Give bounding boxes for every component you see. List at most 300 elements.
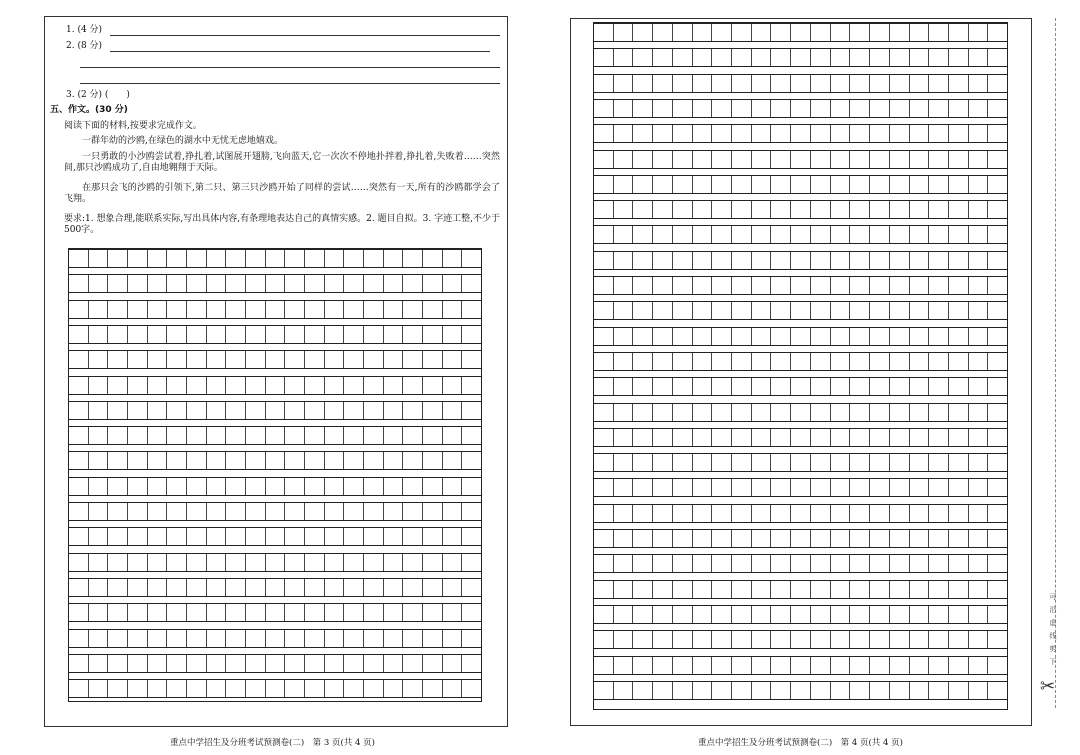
- grid-cell[interactable]: [949, 226, 969, 243]
- grid-cell[interactable]: [108, 554, 128, 571]
- grid-cell[interactable]: [89, 326, 109, 343]
- grid-cell[interactable]: [969, 201, 989, 218]
- grid-cell[interactable]: [732, 505, 752, 522]
- grid-cell[interactable]: [462, 503, 481, 520]
- grid-cell[interactable]: [791, 100, 811, 117]
- grid-cell[interactable]: [870, 100, 890, 117]
- grid-cell[interactable]: [633, 201, 653, 218]
- grid-cell[interactable]: [226, 301, 246, 318]
- grid-cell[interactable]: [732, 606, 752, 623]
- essay-grid-right[interactable]: [593, 22, 1008, 710]
- grid-cell[interactable]: [384, 630, 404, 647]
- grid-cell[interactable]: [614, 404, 634, 421]
- grid-cell[interactable]: [929, 100, 949, 117]
- grid-cell[interactable]: [108, 655, 128, 672]
- grid-cell[interactable]: [831, 100, 851, 117]
- grid-cell[interactable]: [969, 530, 989, 547]
- grid-cell[interactable]: [752, 49, 772, 66]
- grid-cell[interactable]: [653, 226, 673, 243]
- grid-cell[interactable]: [423, 402, 443, 419]
- grid-cell[interactable]: [811, 429, 831, 446]
- grid-cell[interactable]: [403, 351, 423, 368]
- grid-cell[interactable]: [364, 579, 384, 596]
- grid-cell[interactable]: [929, 49, 949, 66]
- grid-cell[interactable]: [811, 125, 831, 142]
- grid-cell[interactable]: [246, 377, 266, 394]
- grid-row[interactable]: [69, 426, 481, 445]
- grid-cell[interactable]: [594, 631, 614, 648]
- grid-cell[interactable]: [443, 351, 463, 368]
- grid-cell[interactable]: [870, 530, 890, 547]
- grid-cell[interactable]: [969, 429, 989, 446]
- grid-cell[interactable]: [771, 24, 791, 41]
- grid-cell[interactable]: [633, 328, 653, 345]
- grid-cell[interactable]: [910, 226, 930, 243]
- grid-cell[interactable]: [614, 429, 634, 446]
- grid-cell[interactable]: [890, 328, 910, 345]
- grid-cell[interactable]: [167, 427, 187, 444]
- grid-cell[interactable]: [811, 277, 831, 294]
- grid-cell[interactable]: [167, 630, 187, 647]
- grid-cell[interactable]: [673, 75, 693, 92]
- grid-cell[interactable]: [364, 478, 384, 495]
- grid-cell[interactable]: [594, 176, 614, 193]
- grid-cell[interactable]: [771, 277, 791, 294]
- grid-cell[interactable]: [305, 377, 325, 394]
- grid-cell[interactable]: [69, 351, 89, 368]
- grid-cell[interactable]: [266, 402, 286, 419]
- grid-cell[interactable]: [344, 554, 364, 571]
- grid-cell[interactable]: [831, 201, 851, 218]
- grid-cell[interactable]: [443, 579, 463, 596]
- grid-cell[interactable]: [870, 277, 890, 294]
- grid-cell[interactable]: [246, 655, 266, 672]
- grid-cell[interactable]: [969, 555, 989, 572]
- grid-cell[interactable]: [633, 277, 653, 294]
- grid-cell[interactable]: [693, 277, 713, 294]
- grid-cell[interactable]: [443, 452, 463, 469]
- grid-cell[interactable]: [462, 604, 481, 621]
- grid-row[interactable]: [594, 554, 1007, 573]
- grid-cell[interactable]: [148, 478, 168, 495]
- grid-cell[interactable]: [732, 631, 752, 648]
- grid-cell[interactable]: [226, 655, 246, 672]
- grid-cell[interactable]: [594, 353, 614, 370]
- grid-cell[interactable]: [929, 631, 949, 648]
- grid-cell[interactable]: [403, 554, 423, 571]
- grid-cell[interactable]: [910, 479, 930, 496]
- grid-cell[interactable]: [305, 301, 325, 318]
- grid-cell[interactable]: [167, 402, 187, 419]
- grid-cell[interactable]: [384, 351, 404, 368]
- grid-cell[interactable]: [594, 24, 614, 41]
- grid-cell[interactable]: [673, 49, 693, 66]
- grid-cell[interactable]: [850, 49, 870, 66]
- grid-cell[interactable]: [791, 631, 811, 648]
- grid-cell[interactable]: [949, 682, 969, 699]
- grid-cell[interactable]: [285, 604, 305, 621]
- grid-cell[interactable]: [870, 581, 890, 598]
- grid-cell[interactable]: [423, 554, 443, 571]
- grid-cell[interactable]: [949, 176, 969, 193]
- grid-cell[interactable]: [653, 151, 673, 168]
- grid-cell[interactable]: [811, 252, 831, 269]
- grid-cell[interactable]: [344, 351, 364, 368]
- grid-cell[interactable]: [752, 606, 772, 623]
- grid-cell[interactable]: [831, 555, 851, 572]
- grid-cell[interactable]: [771, 49, 791, 66]
- grid-row[interactable]: [594, 175, 1007, 194]
- grid-cell[interactable]: [870, 201, 890, 218]
- grid-cell[interactable]: [285, 351, 305, 368]
- grid-cell[interactable]: [167, 503, 187, 520]
- grid-cell[interactable]: [752, 657, 772, 674]
- grid-cell[interactable]: [752, 252, 772, 269]
- grid-cell[interactable]: [969, 682, 989, 699]
- grid-cell[interactable]: [364, 655, 384, 672]
- answer-line-q2-1[interactable]: [110, 51, 490, 52]
- grid-cell[interactable]: [633, 631, 653, 648]
- grid-cell[interactable]: [910, 530, 930, 547]
- grid-cell[interactable]: [167, 452, 187, 469]
- grid-cell[interactable]: [988, 151, 1007, 168]
- grid-cell[interactable]: [890, 75, 910, 92]
- grid-cell[interactable]: [167, 554, 187, 571]
- grid-cell[interactable]: [988, 682, 1007, 699]
- grid-cell[interactable]: [831, 581, 851, 598]
- grid-cell[interactable]: [988, 429, 1007, 446]
- grid-cell[interactable]: [89, 427, 109, 444]
- grid-cell[interactable]: [811, 24, 831, 41]
- grid-cell[interactable]: [771, 378, 791, 395]
- grid-cell[interactable]: [325, 478, 345, 495]
- grid-row[interactable]: [69, 274, 481, 293]
- grid-cell[interactable]: [850, 581, 870, 598]
- grid-cell[interactable]: [246, 301, 266, 318]
- grid-cell[interactable]: [305, 579, 325, 596]
- grid-cell[interactable]: [732, 530, 752, 547]
- grid-cell[interactable]: [614, 682, 634, 699]
- grid-cell[interactable]: [693, 378, 713, 395]
- grid-cell[interactable]: [771, 657, 791, 674]
- grid-cell[interactable]: [791, 302, 811, 319]
- grid-cell[interactable]: [791, 151, 811, 168]
- grid-cell[interactable]: [949, 49, 969, 66]
- grid-cell[interactable]: [988, 404, 1007, 421]
- grid-cell[interactable]: [462, 301, 481, 318]
- grid-cell[interactable]: [850, 404, 870, 421]
- grid-row[interactable]: [69, 401, 481, 420]
- grid-cell[interactable]: [811, 404, 831, 421]
- grid-cell[interactable]: [187, 579, 207, 596]
- grid-cell[interactable]: [384, 478, 404, 495]
- grid-cell[interactable]: [890, 404, 910, 421]
- grid-cell[interactable]: [325, 554, 345, 571]
- grid-cell[interactable]: [148, 655, 168, 672]
- grid-cell[interactable]: [732, 581, 752, 598]
- grid-cell[interactable]: [712, 328, 732, 345]
- grid-row[interactable]: [69, 502, 481, 521]
- grid-cell[interactable]: [187, 554, 207, 571]
- grid-cell[interactable]: [673, 581, 693, 598]
- grid-cell[interactable]: [69, 655, 89, 672]
- grid-cell[interactable]: [988, 581, 1007, 598]
- grid-cell[interactable]: [969, 479, 989, 496]
- grid-cell[interactable]: [890, 201, 910, 218]
- grid-cell[interactable]: [108, 503, 128, 520]
- grid-cell[interactable]: [187, 427, 207, 444]
- grid-cell[interactable]: [207, 604, 227, 621]
- grid-cell[interactable]: [594, 505, 614, 522]
- grid-cell[interactable]: [673, 226, 693, 243]
- grid-cell[interactable]: [462, 377, 481, 394]
- grid-cell[interactable]: [988, 302, 1007, 319]
- grid-row[interactable]: [594, 377, 1007, 396]
- grid-cell[interactable]: [693, 302, 713, 319]
- grid-cell[interactable]: [344, 478, 364, 495]
- grid-cell[interactable]: [673, 277, 693, 294]
- grid-cell[interactable]: [988, 454, 1007, 471]
- grid-cell[interactable]: [108, 452, 128, 469]
- grid-cell[interactable]: [988, 252, 1007, 269]
- grid-cell[interactable]: [752, 328, 772, 345]
- grid-cell[interactable]: [693, 657, 713, 674]
- grid-cell[interactable]: [870, 606, 890, 623]
- grid-cell[interactable]: [831, 328, 851, 345]
- grid-cell[interactable]: [771, 530, 791, 547]
- grid-cell[interactable]: [266, 351, 286, 368]
- grid-cell[interactable]: [443, 554, 463, 571]
- grid-cell[interactable]: [850, 429, 870, 446]
- grid-cell[interactable]: [732, 226, 752, 243]
- grid-cell[interactable]: [69, 478, 89, 495]
- grid-cell[interactable]: [910, 581, 930, 598]
- grid-cell[interactable]: [108, 275, 128, 292]
- grid-cell[interactable]: [850, 201, 870, 218]
- grid-cell[interactable]: [929, 151, 949, 168]
- grid-cell[interactable]: [89, 452, 109, 469]
- grid-row[interactable]: [69, 679, 481, 698]
- grid-cell[interactable]: [850, 657, 870, 674]
- grid-cell[interactable]: [187, 478, 207, 495]
- grid-cell[interactable]: [69, 377, 89, 394]
- grid-cell[interactable]: [69, 680, 89, 697]
- grid-cell[interactable]: [614, 176, 634, 193]
- grid-cell[interactable]: [693, 429, 713, 446]
- grid-cell[interactable]: [384, 326, 404, 343]
- grid-row[interactable]: [594, 428, 1007, 447]
- grid-cell[interactable]: [811, 530, 831, 547]
- grid-cell[interactable]: [108, 604, 128, 621]
- answer-line-q1[interactable]: [110, 35, 500, 36]
- grid-cell[interactable]: [207, 478, 227, 495]
- grid-cell[interactable]: [187, 630, 207, 647]
- grid-cell[interactable]: [187, 377, 207, 394]
- grid-cell[interactable]: [594, 277, 614, 294]
- grid-cell[interactable]: [811, 378, 831, 395]
- grid-cell[interactable]: [108, 377, 128, 394]
- grid-cell[interactable]: [384, 250, 404, 267]
- grid-cell[interactable]: [831, 75, 851, 92]
- grid-cell[interactable]: [949, 125, 969, 142]
- grid-cell[interactable]: [594, 328, 614, 345]
- grid-cell[interactable]: [653, 530, 673, 547]
- grid-cell[interactable]: [988, 555, 1007, 572]
- grid-cell[interactable]: [791, 277, 811, 294]
- grid-cell[interactable]: [811, 328, 831, 345]
- grid-cell[interactable]: [732, 176, 752, 193]
- grid-cell[interactable]: [949, 505, 969, 522]
- grid-cell[interactable]: [403, 250, 423, 267]
- grid-cell[interactable]: [614, 201, 634, 218]
- grid-cell[interactable]: [69, 630, 89, 647]
- grid-cell[interactable]: [344, 275, 364, 292]
- grid-cell[interactable]: [148, 528, 168, 545]
- grid-cell[interactable]: [988, 505, 1007, 522]
- grid-row[interactable]: [69, 451, 481, 470]
- grid-cell[interactable]: [633, 404, 653, 421]
- grid-cell[interactable]: [969, 657, 989, 674]
- grid-cell[interactable]: [305, 528, 325, 545]
- grid-cell[interactable]: [226, 377, 246, 394]
- grid-cell[interactable]: [325, 427, 345, 444]
- grid-cell[interactable]: [811, 75, 831, 92]
- grid-cell[interactable]: [633, 479, 653, 496]
- grid-cell[interactable]: [969, 328, 989, 345]
- grid-cell[interactable]: [69, 528, 89, 545]
- grid-cell[interactable]: [305, 250, 325, 267]
- grid-cell[interactable]: [870, 49, 890, 66]
- grid-cell[interactable]: [850, 125, 870, 142]
- grid-cell[interactable]: [285, 377, 305, 394]
- grid-cell[interactable]: [949, 606, 969, 623]
- grid-cell[interactable]: [969, 277, 989, 294]
- grid-cell[interactable]: [831, 479, 851, 496]
- grid-cell[interactable]: [187, 452, 207, 469]
- grid-cell[interactable]: [207, 326, 227, 343]
- grid-cell[interactable]: [423, 630, 443, 647]
- grid-cell[interactable]: [226, 452, 246, 469]
- grid-cell[interactable]: [771, 176, 791, 193]
- grid-cell[interactable]: [285, 579, 305, 596]
- grid-cell[interactable]: [850, 631, 870, 648]
- grid-cell[interactable]: [226, 250, 246, 267]
- grid-cell[interactable]: [791, 49, 811, 66]
- grid-cell[interactable]: [712, 581, 732, 598]
- grid-cell[interactable]: [403, 579, 423, 596]
- grid-cell[interactable]: [653, 657, 673, 674]
- grid-cell[interactable]: [831, 505, 851, 522]
- grid-cell[interactable]: [246, 402, 266, 419]
- grid-cell[interactable]: [969, 151, 989, 168]
- grid-cell[interactable]: [673, 555, 693, 572]
- grid-cell[interactable]: [614, 530, 634, 547]
- grid-cell[interactable]: [69, 503, 89, 520]
- grid-cell[interactable]: [443, 275, 463, 292]
- grid-cell[interactable]: [673, 328, 693, 345]
- grid-cell[interactable]: [246, 427, 266, 444]
- grid-cell[interactable]: [791, 75, 811, 92]
- grid-cell[interactable]: [969, 24, 989, 41]
- grid-cell[interactable]: [693, 49, 713, 66]
- grid-cell[interactable]: [791, 125, 811, 142]
- grid-cell[interactable]: [423, 503, 443, 520]
- grid-cell[interactable]: [207, 655, 227, 672]
- grid-cell[interactable]: [653, 100, 673, 117]
- grid-cell[interactable]: [594, 201, 614, 218]
- grid-cell[interactable]: [325, 630, 345, 647]
- grid-cell[interactable]: [673, 454, 693, 471]
- grid-cell[interactable]: [712, 252, 732, 269]
- grid-cell[interactable]: [870, 353, 890, 370]
- grid-cell[interactable]: [325, 528, 345, 545]
- grid-cell[interactable]: [187, 604, 207, 621]
- grid-cell[interactable]: [325, 655, 345, 672]
- grid-cell[interactable]: [305, 452, 325, 469]
- grid-cell[interactable]: [128, 503, 148, 520]
- grid-cell[interactable]: [929, 75, 949, 92]
- grid-cell[interactable]: [712, 100, 732, 117]
- grid-cell[interactable]: [633, 682, 653, 699]
- grid-cell[interactable]: [266, 452, 286, 469]
- grid-cell[interactable]: [673, 530, 693, 547]
- grid-cell[interactable]: [870, 479, 890, 496]
- grid-cell[interactable]: [325, 402, 345, 419]
- grid-row[interactable]: [69, 578, 481, 597]
- grid-cell[interactable]: [207, 452, 227, 469]
- grid-cell[interactable]: [148, 402, 168, 419]
- grid-cell[interactable]: [633, 530, 653, 547]
- grid-cell[interactable]: [594, 49, 614, 66]
- grid-cell[interactable]: [633, 657, 653, 674]
- grid-cell[interactable]: [712, 176, 732, 193]
- grid-cell[interactable]: [462, 427, 481, 444]
- grid-cell[interactable]: [89, 655, 109, 672]
- grid-cell[interactable]: [462, 528, 481, 545]
- grid-cell[interactable]: [988, 49, 1007, 66]
- grid-row[interactable]: [69, 654, 481, 673]
- grid-cell[interactable]: [811, 100, 831, 117]
- grid-cell[interactable]: [870, 75, 890, 92]
- grid-cell[interactable]: [207, 503, 227, 520]
- grid-cell[interactable]: [712, 277, 732, 294]
- grid-cell[interactable]: [614, 479, 634, 496]
- grid-cell[interactable]: [633, 302, 653, 319]
- grid-cell[interactable]: [633, 151, 653, 168]
- grid-cell[interactable]: [226, 630, 246, 647]
- grid-row[interactable]: [69, 477, 481, 496]
- grid-cell[interactable]: [988, 176, 1007, 193]
- grid-cell[interactable]: [831, 49, 851, 66]
- grid-cell[interactable]: [325, 579, 345, 596]
- grid-cell[interactable]: [929, 505, 949, 522]
- grid-cell[interactable]: [929, 404, 949, 421]
- grid-cell[interactable]: [693, 176, 713, 193]
- grid-cell[interactable]: [108, 250, 128, 267]
- grid-cell[interactable]: [364, 326, 384, 343]
- grid-cell[interactable]: [831, 125, 851, 142]
- grid-cell[interactable]: [811, 631, 831, 648]
- grid-cell[interactable]: [594, 555, 614, 572]
- grid-cell[interactable]: [384, 377, 404, 394]
- grid-row[interactable]: [594, 276, 1007, 295]
- grid-cell[interactable]: [633, 24, 653, 41]
- grid-cell[interactable]: [187, 326, 207, 343]
- grid-cell[interactable]: [791, 429, 811, 446]
- grid-cell[interactable]: [771, 353, 791, 370]
- grid-cell[interactable]: [614, 49, 634, 66]
- grid-cell[interactable]: [752, 530, 772, 547]
